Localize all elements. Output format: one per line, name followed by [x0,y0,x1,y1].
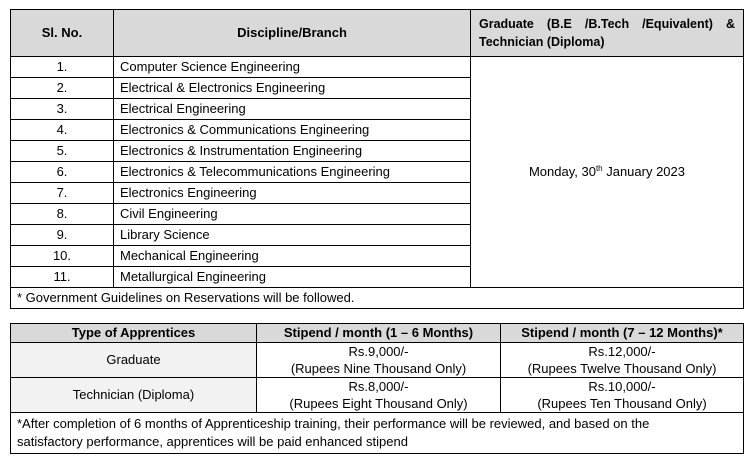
stipend-first [257,378,501,413]
header-discipline: Discipline/Branch [114,10,471,57]
discipline: Metallurgical Engineering [114,267,471,288]
stipend-words: (Rupees Twelve Thousand Only) [527,361,717,376]
sl-no: 4. [11,120,114,141]
discipline: Civil Engineering [114,204,471,225]
footnote-line: *After completion of 6 months of Apprenticeship training, their performance will be reviewed, and based on the [17,416,650,431]
sl-no: 8. [11,204,114,225]
discipline: Electrical Engineering [114,99,471,120]
date-ordinal: th [595,164,603,173]
reservation-note: * Government Guidelines on Reservations will be followed. [11,288,744,309]
stipend-words: (Rupees Ten Thousand Only) [537,396,707,411]
table-row [11,57,744,78]
schedule-table [10,9,744,309]
discipline: Computer Science Engineering [114,57,471,78]
date-day: Monday, 30 [528,164,596,179]
apprentice-type: Graduate [11,343,257,378]
header-word: /B.Tech [584,17,630,31]
table-row [11,378,744,413]
discipline: Electronics & Telecommunications Engineering [114,162,471,183]
header-word: /Equivalent) [642,17,713,31]
sl-no: 3. [11,99,114,120]
apprentice-type: Technician (Diploma) [11,378,257,413]
sl-no: 1. [11,57,114,78]
stipend-second [501,378,744,413]
discipline: Electronics Engineering [114,183,471,204]
discipline: Electrical & Electronics Engineering [114,78,471,99]
schedule-date [471,57,744,288]
sl-no: 6. [11,162,114,183]
sl-no: 9. [11,225,114,246]
header-type: Type of Apprentices [11,324,257,343]
discipline: Library Science [114,225,471,246]
stipend-second [501,343,744,378]
footnote-line: satisfactory performance, apprentices will be paid enhanced stipend [17,434,408,449]
stipend-words: (Rupees Eight Thousand Only) [289,396,468,411]
stipend-table [10,323,744,454]
table-row [11,343,744,378]
header-line-2: Technician (Diploma) [479,35,605,49]
stipend-words: (Rupees Nine Thousand Only) [290,361,467,376]
discipline: Mechanical Engineering [114,246,471,267]
header-stipend-7-12: Stipend / month (7 – 12 Months)* [501,324,744,343]
header-word: & [725,17,735,31]
stipend-amount: Rs.12,000/- [588,344,656,359]
stipend-footnote [11,413,744,454]
sl-no: 2. [11,78,114,99]
header-sl-no: Sl. No. [11,10,114,57]
header-stipend-1-6: Stipend / month (1 – 6 Months) [257,324,501,343]
stipend-amount: Rs.8,000/- [348,379,409,394]
sl-no: 5. [11,141,114,162]
sl-no: 11. [11,267,114,288]
header-word: (B.E [546,17,572,31]
discipline: Electronics & Communications Engineering [114,120,471,141]
date-month-year: January 2023 [602,164,686,179]
sl-no: 7. [11,183,114,204]
sl-no: 10. [11,246,114,267]
stipend-first [257,343,501,378]
header-word: Graduate [479,17,534,31]
stipend-amount: Rs.9,000/- [348,344,409,359]
discipline: Electronics & Instrumentation Engineering [114,141,471,162]
header-graduate-technician [471,10,744,57]
stipend-amount: Rs.10,000/- [588,379,656,394]
